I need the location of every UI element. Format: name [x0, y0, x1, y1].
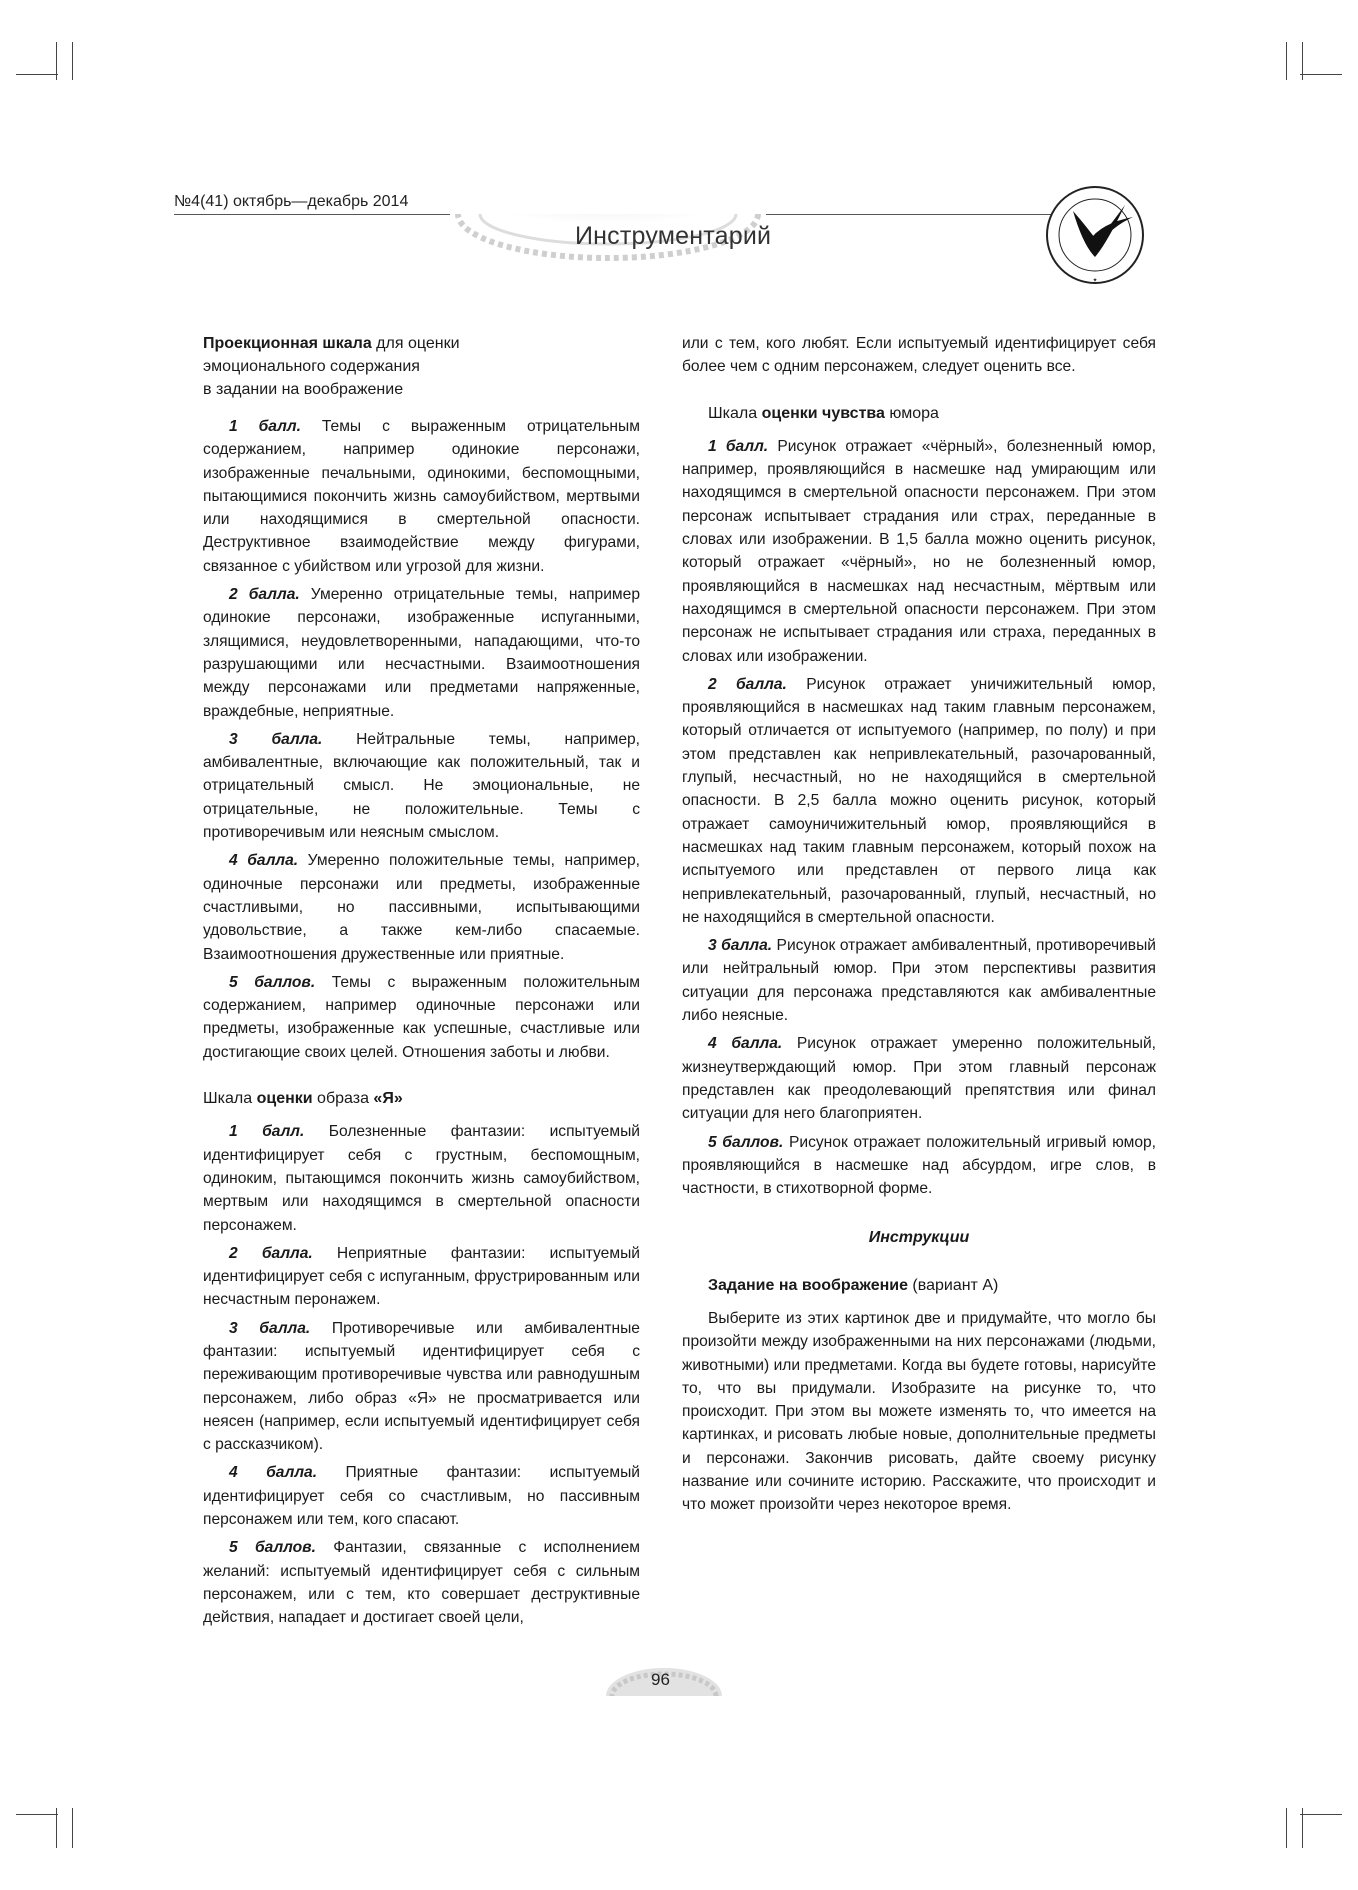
score-label: 2 балла. — [229, 586, 300, 604]
crop-mark — [16, 1814, 58, 1815]
score-paragraph — [203, 415, 640, 578]
score-text: Темы с выраженным отрицательным содержанием, например одинокие персонажи, изображенные печальными, одинокими, беспомощными, пытающимися покончить жизнь самоубийством, мертвыми или находящимися в смертельной опасности. Деструктивное взаимодействие между фигурами, связанное с убийством или угрозой для жизни. — [203, 418, 640, 575]
score-text: Рисунок отражает амбивалентный, противоречивый или нейтральный юмор. При этом перспективы развития ситуации для персонажа представляются как амбивалентные либо неясные. — [682, 937, 1156, 1025]
svg-text:✦: ✦ — [1092, 277, 1098, 284]
left-column — [203, 332, 640, 1635]
title-part: «Я» — [373, 1090, 403, 1108]
score-text: Рисунок отражает уничижительный юмор, проявляющийся в насмешках над таким главным персонажем, который отличается от испытуемого (например, по полу) и при этом представлен как непривлекательный, разочарованный, глупый, несчастный, но не находящийся в смертельной опасности. В 2,5 балла можно оценить рисунок, который отражает самоуничижительный юмор, проявляющийся в насмешках над таким главным персонажем, который похож на испытуемого или представлен от первого лица как непривлекательный, разочарованный, глупый, несчастный, но не находящийся в смертельной опасности. — [682, 675, 1157, 926]
journal-logo — [1043, 183, 1148, 288]
score-text: Рисунок отражает «чёрный», болезненный юмор, например, проявляющийся в насмешке над умирающим или находящимся в смертельной опасности персонажем. При этом персонаж испытывает страдания или страх, переданные в словах или изображении. В 1,5 балла можно оценить рисунок, который отражает «чёрный», но не болезненный юмор, проявляющийся в насмешках над несчастным, мёртвым или находящимся в смертельной опасности персонажем. При этом персонаж не испытывает страдания или страха, переданных в словах или изображении. — [682, 437, 1156, 665]
score-text: Приятные фантазии: испытуемый идентифицирует себя со счастливым, но пассивным персонажем или тем, кого спасают. — [203, 1464, 640, 1529]
score-label: 4 балла. — [229, 1464, 318, 1482]
crop-mark — [1302, 1808, 1303, 1848]
crop-mark — [56, 1808, 57, 1848]
crop-mark — [1300, 74, 1342, 75]
score-label: 3 балла. — [229, 1319, 311, 1337]
issue-label: №4(41) октябрь—декабрь 2014 — [174, 193, 409, 210]
score-label: 1 балл. — [229, 1123, 305, 1141]
score-label: 3 балла. — [708, 937, 773, 955]
score-paragraph — [203, 728, 640, 844]
score-paragraph — [682, 934, 1156, 1027]
continuation-paragraph: или с тем, кого любят. Если испытуемый идентифицирует себя более чем с одним персонажем, следует оценить все. — [682, 335, 1156, 376]
emotion-scale-title — [203, 332, 640, 401]
crop-mark — [1302, 42, 1303, 80]
score-paragraph — [203, 971, 640, 1064]
score-text: Болезненные фантазии: испытуемый идентифицирует себя с грустным, беспомощным, одиноким, пытающимся покончить жизнь самоубийством, мертвым или находящимся в смертельной опасности персонажем. — [203, 1123, 640, 1234]
score-paragraph — [203, 1536, 640, 1629]
score-label: 4 балла. — [229, 852, 299, 870]
score-text: Нейтральные темы, например, амбивалентные, включающие как положительный, так и отрицательный смысл. Не эмоциональные, не отрицательные, не положительные. Темы с противоречивым или неясным смыслом. — [203, 730, 640, 842]
section-name: Инструментарий — [575, 222, 772, 250]
score-paragraph — [682, 673, 1156, 929]
crop-mark — [72, 1808, 73, 1848]
humor-scale-title — [682, 402, 1156, 425]
task-title — [682, 1274, 1156, 1297]
score-text: Рисунок отражает положительный игривый юмор, проявляющийся в насмешке над абсурдом, игре слов, в частности, в стихотворной форме. — [682, 1133, 1157, 1198]
title-part: юмора — [884, 404, 939, 422]
score-text: Неприятные фантазии: испытуемый идентифицирует себя с испуганным, фрустрированным или несчастным перонажем. — [203, 1244, 640, 1309]
right-column — [682, 332, 1156, 1522]
task-paragraph: Выберите из этих картинок две и придумайте, что могло бы произойти между изображенными на них персонажами (людьми, животными) или предметами. Когда вы будете готовы, нарисуйте то, что вы придумали. Изобразите на рисунке то, что происходит. При этом вы можете изменять то, что имеется на картинках, и рисовать любые новые, дополнительные предметы и персонажи. Закончив рисовать, дайте своему рисунку название или сочините историю. Расскажите, что происходит и что может произойти через некоторое время. — [682, 1309, 1156, 1514]
score-paragraph — [203, 849, 640, 965]
score-label: 5 баллов. — [229, 1539, 316, 1557]
score-paragraph — [682, 435, 1156, 668]
score-label: 5 баллов. — [229, 973, 316, 991]
crop-mark — [56, 42, 57, 80]
title-part: образа — [312, 1090, 374, 1108]
crop-mark — [1286, 1808, 1287, 1848]
title-bold: Проекционная шкала — [203, 335, 372, 352]
title-part: Шкала — [203, 1090, 257, 1108]
title-line: в задании на воображение — [203, 381, 404, 398]
score-label: 1 балл. — [229, 418, 301, 435]
title-part: оценки чувства — [761, 404, 885, 422]
score-text: Темы с выраженным положительным содержанием, например одиночные персонажи или предметы, изображенные как успешные, счастливые или достигающие своих целей. Отношения заботы и любви. — [203, 973, 640, 1061]
score-paragraph — [682, 1032, 1156, 1125]
score-paragraph — [203, 583, 640, 723]
crop-mark — [16, 74, 58, 75]
score-paragraph — [203, 1461, 640, 1531]
self-image-scale-title — [203, 1087, 640, 1110]
score-text: Рисунок отражает умеренно положительный, жизнеутверждающий юмор. При этом главный персонаж представлен как преодолевающий препятствия или финал ситуации для него благоприятен. — [682, 1035, 1156, 1123]
title-part: (вариант А) — [907, 1276, 999, 1294]
score-text: Противоречивые или амбивалентные фантазии: испытуемый идентифицирует себя с переживающим противоречивые чувства или равнодушным персонажем, либо образ «Я» не просматривается или неясен (например, если испытуемый идентифицирует себя с рассказчиком). — [203, 1319, 640, 1454]
title-part: Шкала — [708, 404, 762, 422]
score-label: 2 балла. — [229, 1244, 313, 1262]
score-text: Фантазии, связанные с исполнением желаний: испытуемый идентифицирует себя с сильным персонажем, или с тем, кто совершает деструктивные действия, нападает и достигает своей цели, — [203, 1539, 640, 1627]
score-text: Умеренно отрицательные темы, например одинокие персонажи, изображенные испуганными, злящимися, неудовлетворенными, нападающими, что-то разрушающими или несчастными. Взаимоотношения между персонажами или предметами напряженные, враждебные, неприятные. — [203, 586, 640, 720]
score-label: 3 балла. — [229, 730, 323, 748]
score-label: 5 баллов. — [708, 1133, 784, 1151]
score-paragraph — [203, 1242, 640, 1312]
score-label: 4 балла. — [708, 1035, 783, 1053]
score-paragraph — [203, 1317, 640, 1457]
instructions-title: Инструкции — [868, 1229, 970, 1247]
score-label: 2 балла. — [708, 675, 787, 693]
page-number: 96 — [651, 1670, 670, 1689]
spacer — [203, 1069, 640, 1087]
score-paragraph — [682, 1131, 1156, 1201]
score-label: 1 балл. — [708, 437, 769, 455]
title-part: Задание на воображение — [708, 1276, 908, 1294]
title-rest: для оценки — [371, 335, 460, 352]
title-part: оценки — [256, 1090, 313, 1108]
score-paragraph — [203, 1120, 640, 1236]
crop-mark — [1300, 1814, 1342, 1815]
crop-mark — [1286, 42, 1287, 80]
crop-mark — [72, 42, 73, 80]
title-line: эмоционального содержания — [203, 358, 420, 375]
score-text: Умеренно положительные темы, например, одиночные персонажи или предметы, изображенные счастливыми, но пассивными, испытывающими удовольствие, а также кем-либо спасаемые. Взаимоотношения дружественные или приятные. — [203, 852, 640, 963]
spacer — [682, 384, 1156, 402]
